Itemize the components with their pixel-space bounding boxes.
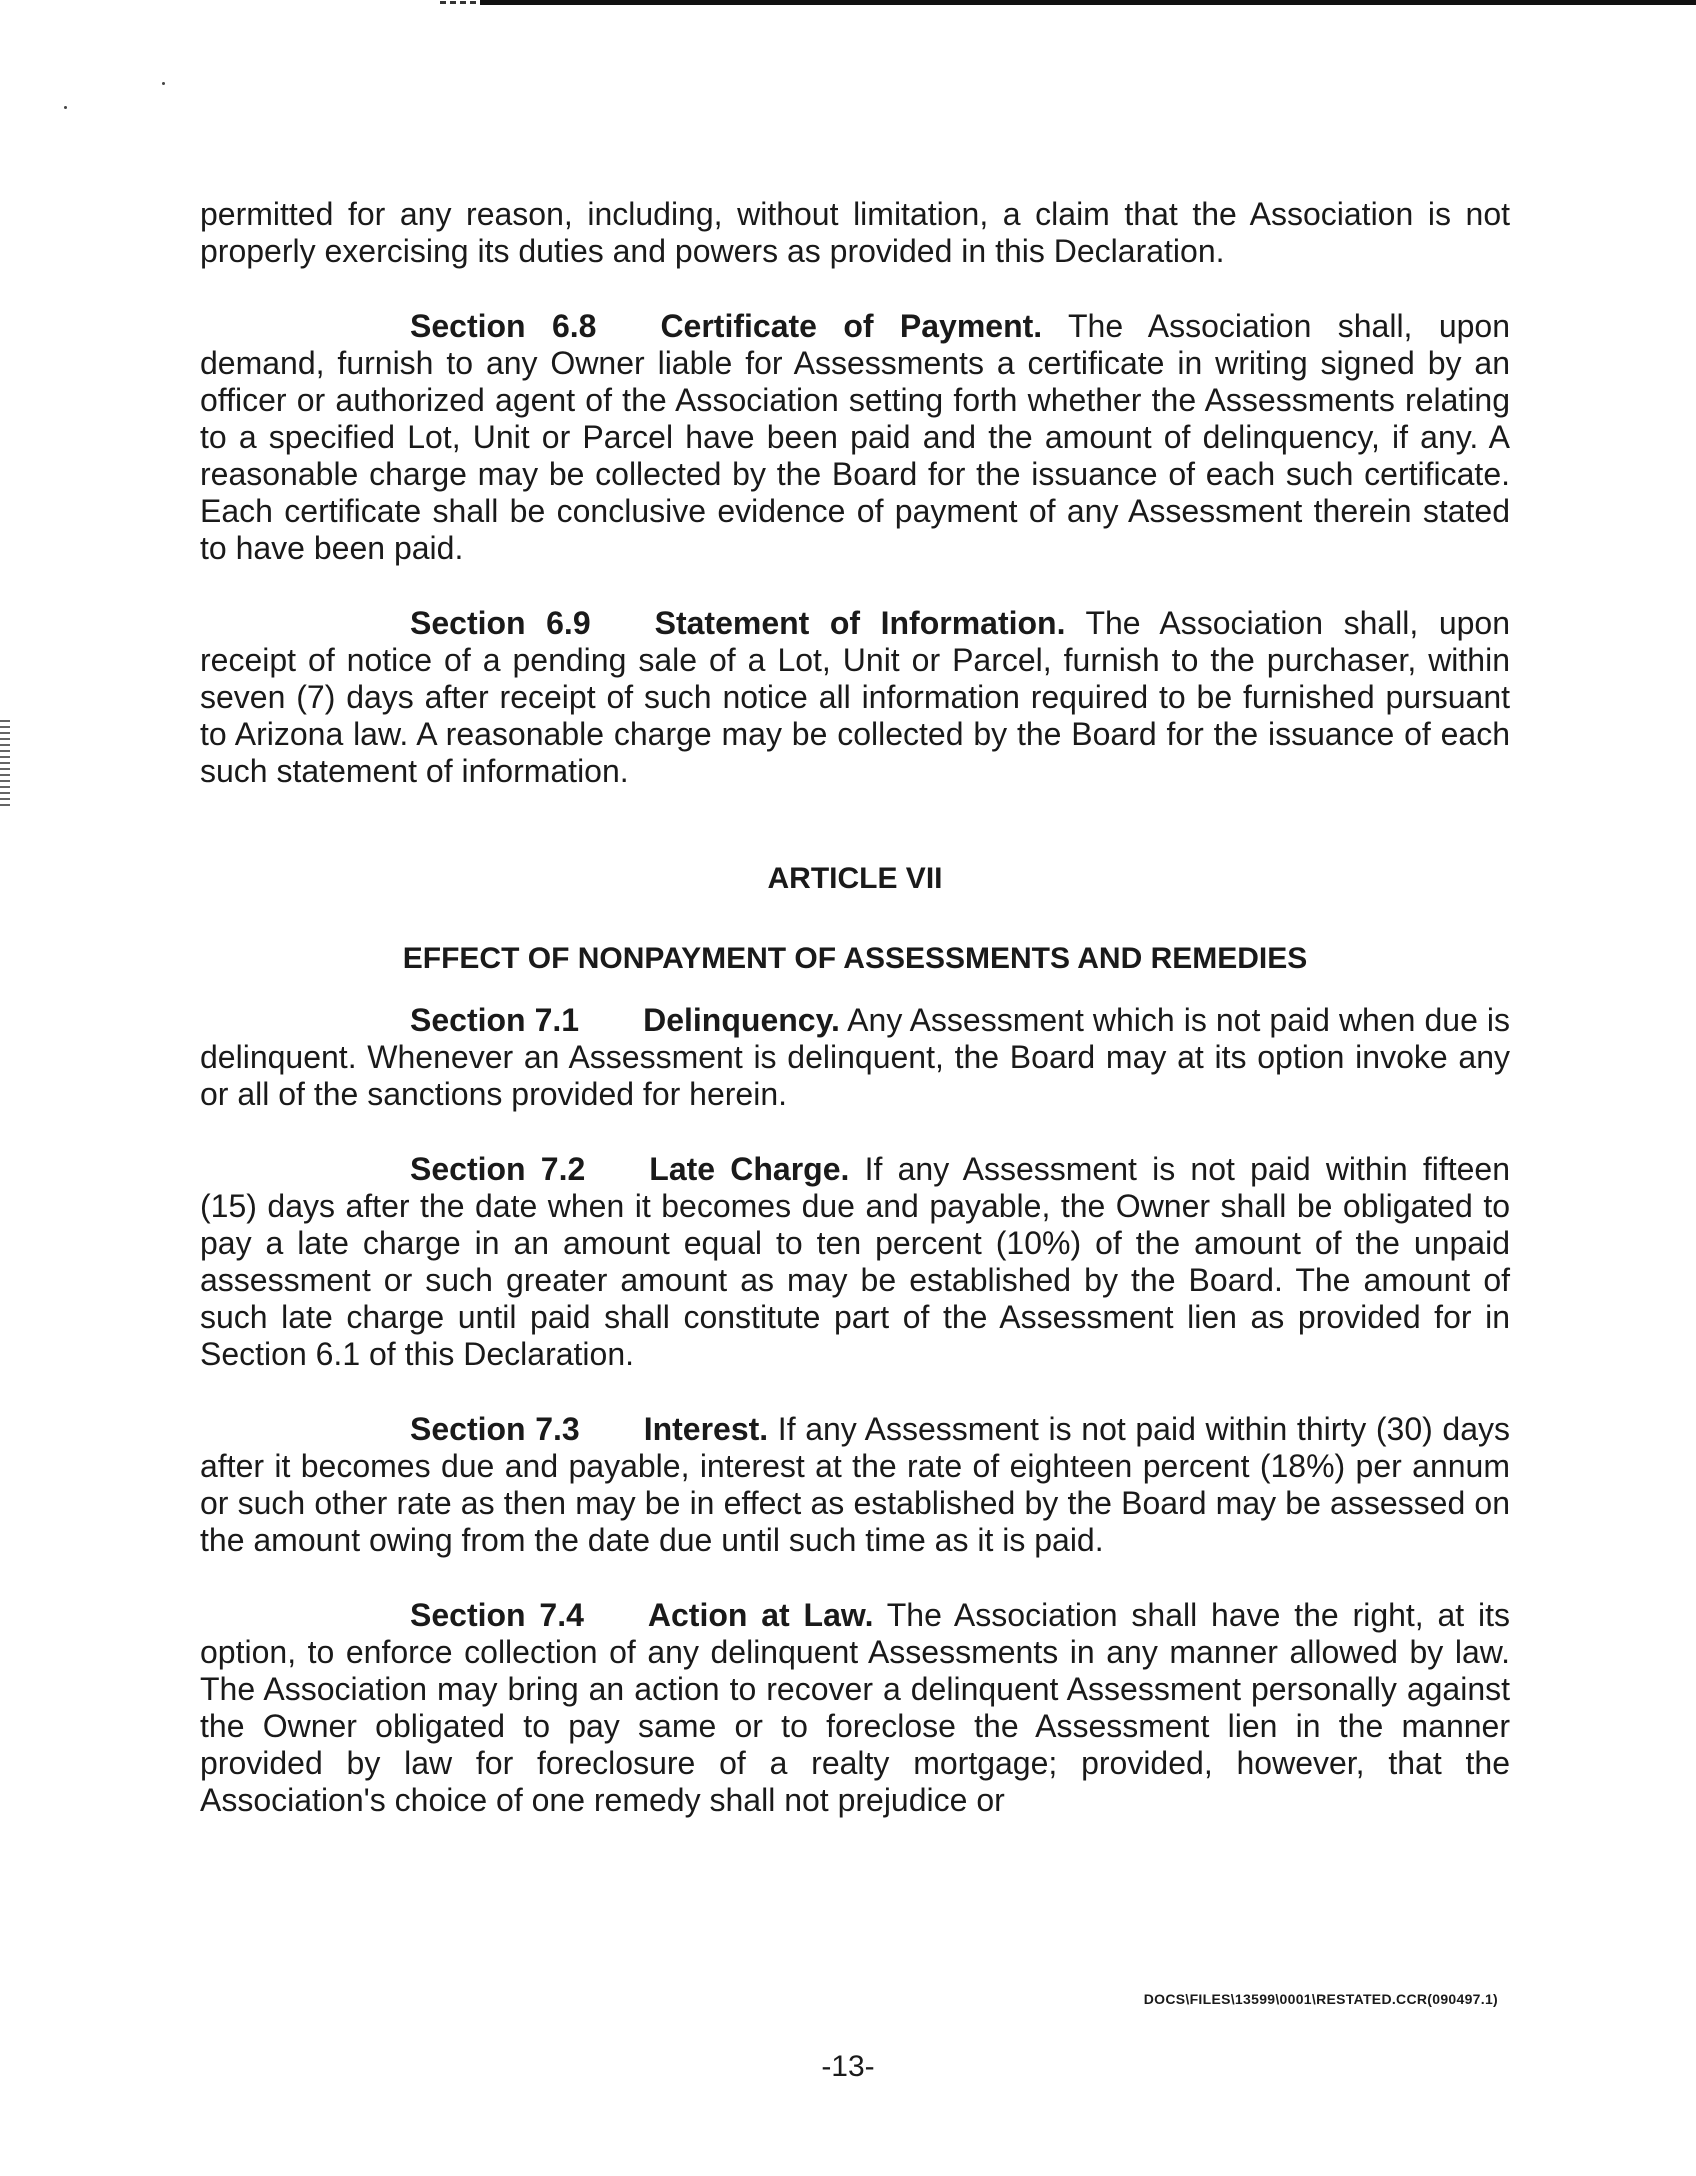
section-7-1 — [200, 1002, 1510, 1113]
page-number: -13- — [821, 2050, 875, 2083]
section-body: The Association shall have the right, at its option, to enforce collection of any delinquent Assessments in any manner allowed by law. The Association may bring an action to recover a delinquent Assessment personally against the Owner obligated to pay same or to foreclose the Assessment lien in the manner provided by law for foreclosure of a realty mortgage; provided, however, that the Association's choice of one remedy shall not prejudice or — [200, 1597, 1511, 1818]
section-title: Certificate of Payment. — [660, 308, 1043, 344]
section-body: If any Assessment is not paid within thirty (30) days after it becomes due and payable, interest at the rate of eighteen percent (18%) per annum or such other rate as then may be in effect as established by the Board may be assessed on the amount owing from the date due until such time as it is paid. — [200, 1411, 1511, 1558]
article-label: ARTICLE VII — [767, 862, 943, 895]
section-number: Section 7.4 — [410, 1597, 584, 1633]
section-title: Action at Law. — [647, 1597, 874, 1633]
scan-margin-marks — [0, 720, 10, 810]
section-title: Delinquency. — [643, 1002, 840, 1038]
section-title: Statement of Information. — [654, 605, 1066, 641]
section-6-8 — [200, 308, 1510, 567]
section-7-4 — [200, 1597, 1510, 1819]
scan-speck — [64, 106, 67, 109]
scan-speck — [162, 82, 165, 85]
section-title: Late Charge. — [649, 1151, 850, 1187]
scan-top-edge-rule — [480, 0, 1696, 5]
scan-top-edge-dashes — [440, 1, 480, 4]
section-number: Section 7.3 — [410, 1411, 580, 1447]
section-number: Section 6.9 — [410, 605, 591, 641]
section-number: Section 7.1 — [410, 1002, 580, 1038]
section-list-article-vi — [200, 308, 1510, 790]
section-list-article-vii — [200, 1002, 1510, 1819]
section-7-2 — [200, 1151, 1510, 1373]
document-reference: DOCS\FILES\13599\0001\RESTATED.CCR(090497.1) — [1143, 1991, 1498, 2007]
section-body: Any Assessment which is not paid when due is delinquent. Whenever an Assessment is delinquent, the Board may at its option invoke any or all of the sanctions provided for herein. — [200, 1002, 1511, 1112]
document-page — [200, 196, 1510, 1857]
continuation-paragraph: permitted for any reason, including, without limitation, a claim that the Association is not properly exercising its duties and powers as provided in this Declaration. — [200, 196, 1510, 269]
section-number: Section 6.8 — [410, 308, 597, 344]
section-body: The Association shall, upon receipt of notice of a pending sale of a Lot, Unit or Parcel, furnish to the purchaser, within seven (7) days after receipt of such notice all information required to be furnished pursuant to Arizona law. A reasonable charge may be collected by the Board for the issuance of each such statement of information. — [200, 605, 1510, 789]
section-7-3 — [200, 1411, 1510, 1559]
section-number: Section 7.2 — [410, 1151, 586, 1187]
article-title: EFFECT OF NONPAYMENT OF ASSESSMENTS AND REMEDIES — [402, 942, 1308, 975]
section-6-9 — [200, 605, 1510, 790]
section-title: Interest. — [643, 1411, 769, 1447]
section-body: If any Assessment is not paid within fifteen (15) days after the date when it becomes due and payable, the Owner shall be obligated to pay a late charge in an amount equal to ten percent (10%) of the amount of the unpaid assessment or such greater amount as may be established by the Board. The amount of such late charge until paid shall constitute part of the Assessment lien as provided for in Section 6.1 of this Declaration. — [200, 1151, 1510, 1372]
section-body: The Association shall, upon demand, furnish to any Owner liable for Assessments a certificate in writing signed by an officer or authorized agent of the Association setting forth whether the Assessments relating to a specified Lot, Unit or Parcel have been paid and the amount of delinquency, if any. A reasonable charge may be collected by the Board for the issuance of each such certificate. Each certificate shall be conclusive evidence of payment of any Assessment therein stated to have been paid. — [200, 308, 1510, 566]
